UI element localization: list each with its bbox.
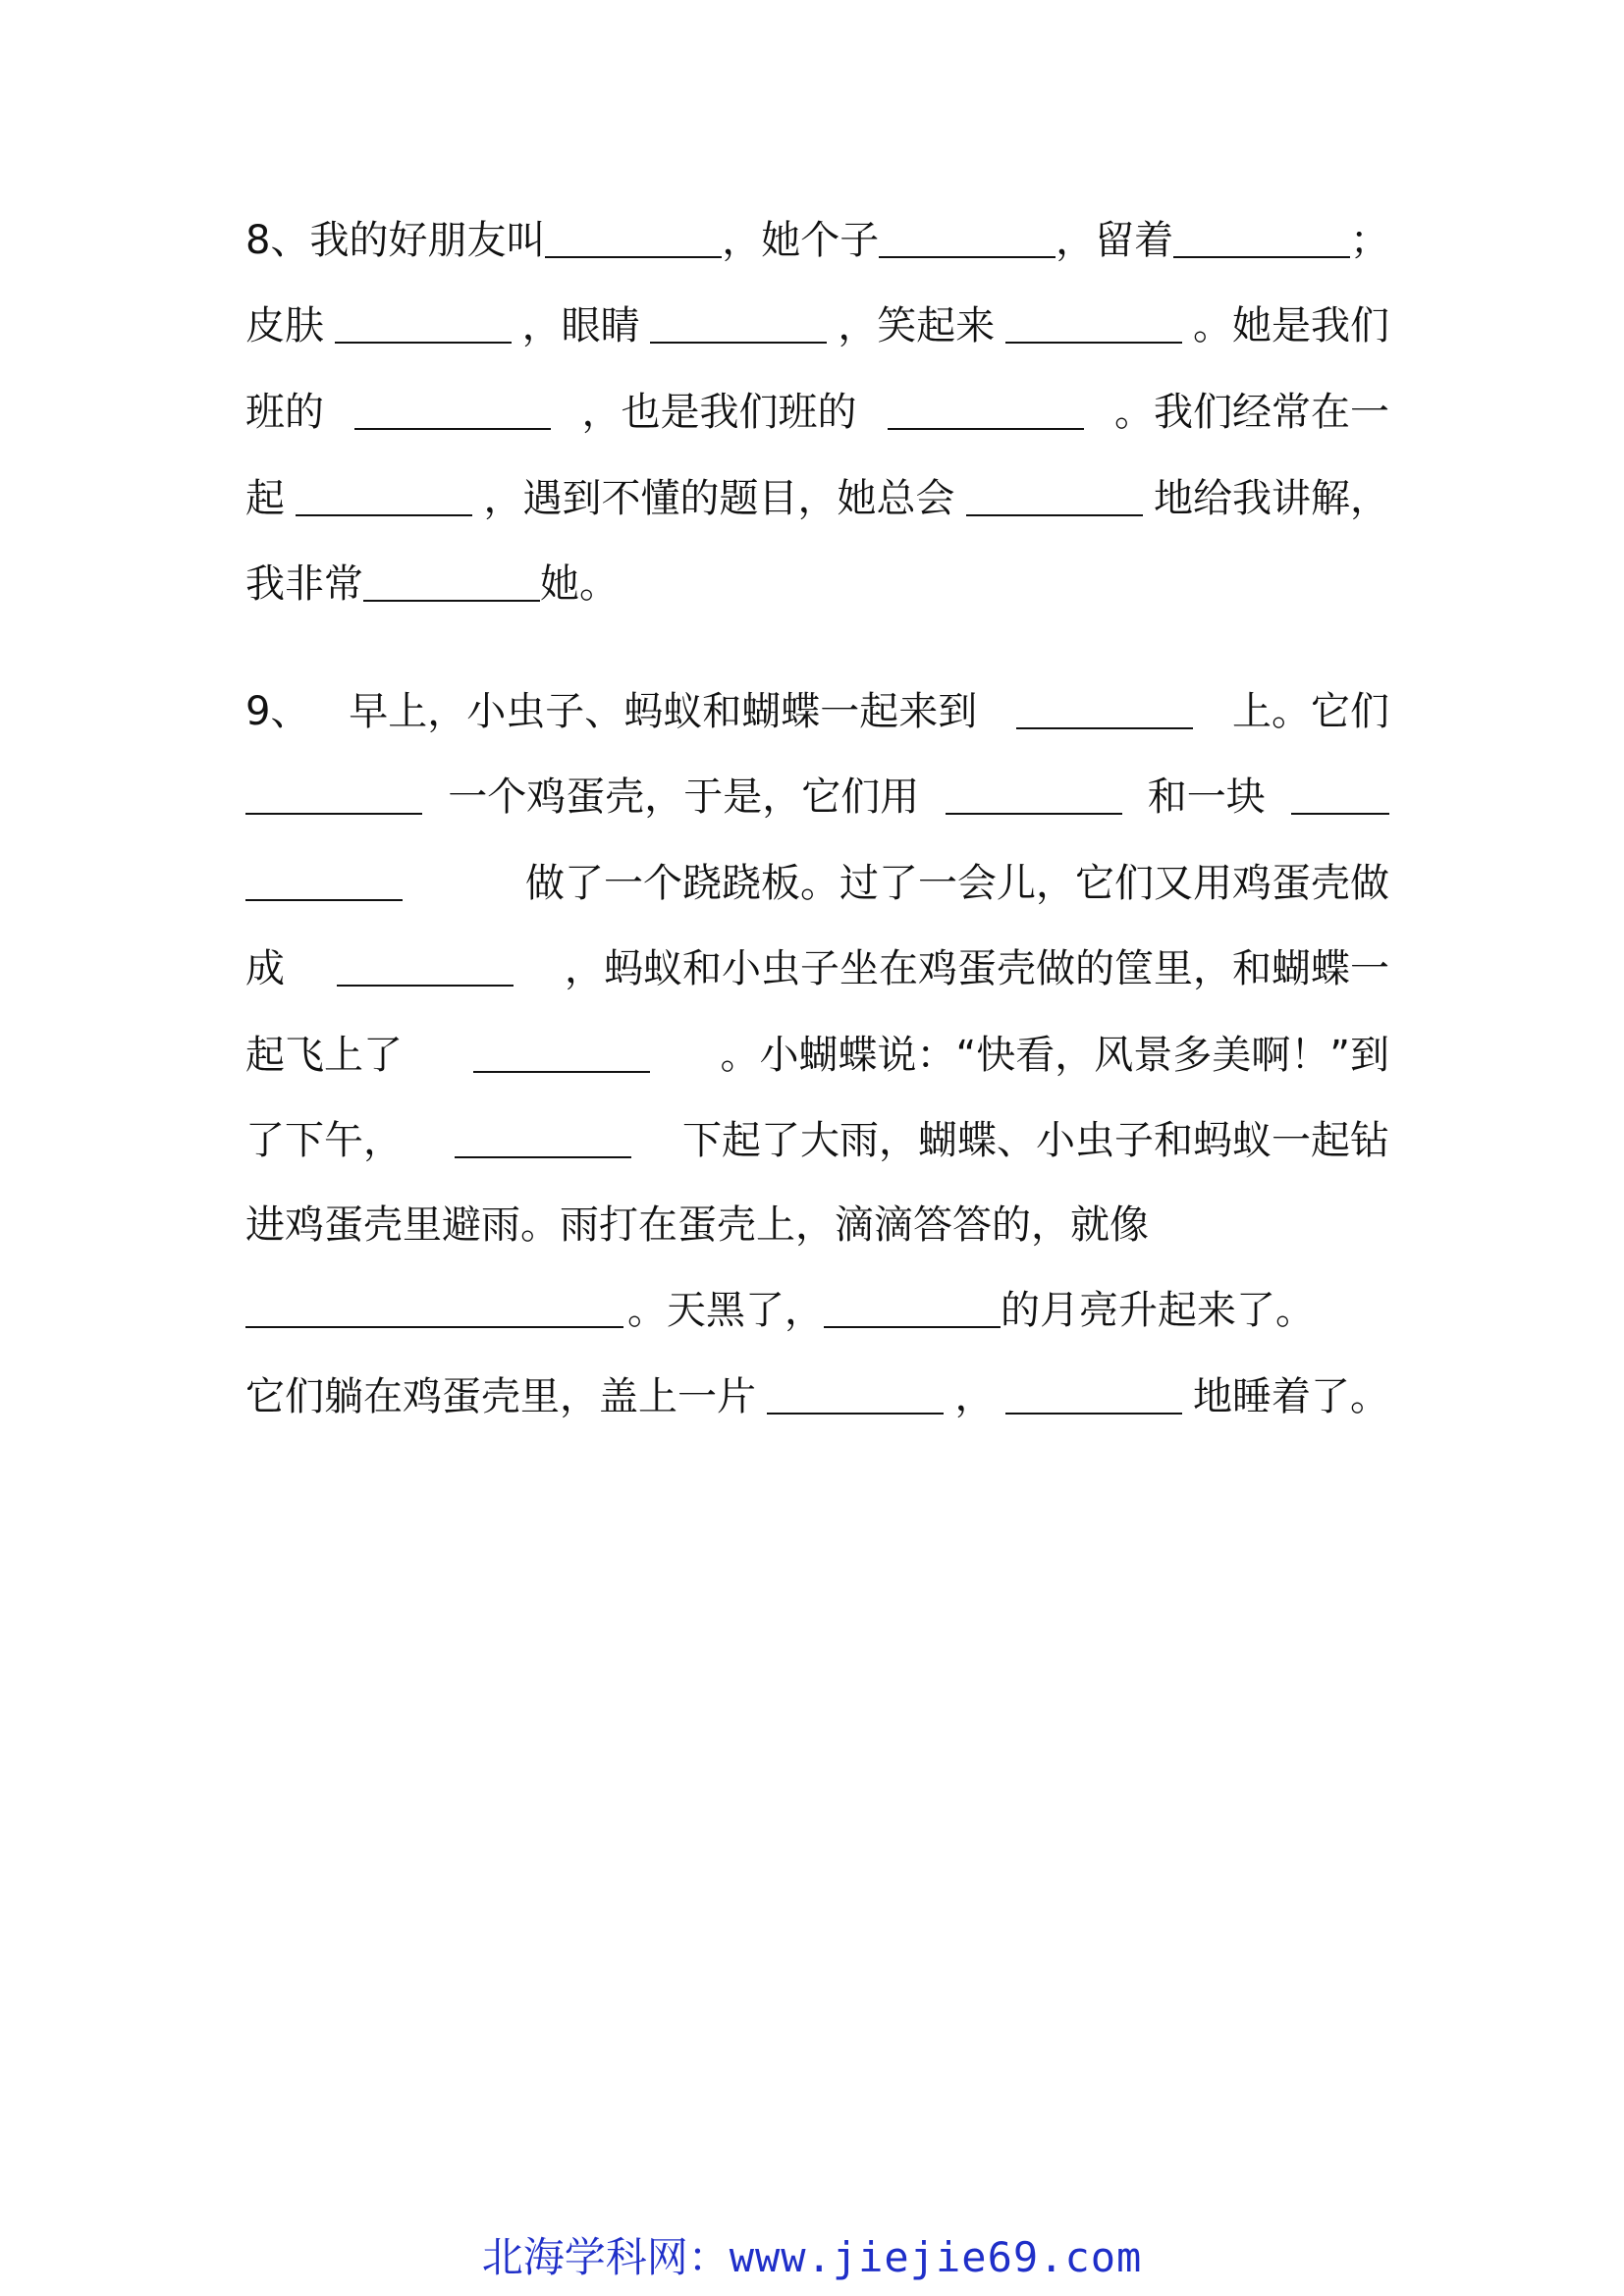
q8-line-4 <box>245 469 1389 528</box>
text-segment: 了下午， <box>245 1118 403 1163</box>
fill-blank[interactable] <box>824 1326 1001 1328</box>
text-segment: ， <box>954 1374 995 1419</box>
footer-site-name: 北海学科网： <box>481 2233 730 2281</box>
text-segment: ，蚂蚁和小虫子坐在鸡蛋壳做的筐里，和蝴蝶一 <box>565 946 1389 991</box>
fill-blank[interactable] <box>363 600 540 602</box>
text-segment: 起 <box>245 476 285 521</box>
q9-line-9 <box>245 1367 1389 1426</box>
text-segment: 9、 <box>245 689 310 734</box>
fill-blank[interactable] <box>296 514 472 516</box>
text-segment: 成 <box>245 946 285 991</box>
text-segment: 地睡着了。 <box>1193 1374 1389 1419</box>
fill-blank[interactable] <box>545 256 722 258</box>
text-segment: 我非常 <box>245 561 363 607</box>
q9-line-2 <box>245 768 1389 827</box>
fill-blank[interactable] <box>767 1413 944 1415</box>
text-segment: ，也是我们班的 <box>581 390 857 435</box>
text-segment: 地给我讲解， <box>1154 476 1389 521</box>
fill-blank[interactable] <box>1005 1413 1182 1415</box>
q8-line-2 <box>245 296 1389 355</box>
q8-line-3 <box>245 383 1389 442</box>
fill-blank[interactable] <box>335 342 512 344</box>
fill-blank[interactable] <box>245 899 403 901</box>
text-segment: ； <box>1349 218 1389 263</box>
fill-blank[interactable] <box>946 813 1122 815</box>
q9-line-4 <box>245 939 1389 998</box>
q8-line-1 <box>245 211 1389 270</box>
fill-blank[interactable] <box>650 342 827 344</box>
text-segment: 。小蝴蝶说：“快看，风景多美啊！”到 <box>720 1033 1389 1078</box>
fill-blank[interactable] <box>455 1156 631 1158</box>
q8-line-5 <box>245 555 1389 614</box>
footer-url[interactable]: www.jiejie69.com <box>729 2233 1143 2281</box>
q9-line-3 <box>245 854 1389 913</box>
fill-blank[interactable] <box>245 813 422 815</box>
text-segment: 起飞上了 <box>245 1033 403 1078</box>
fill-blank[interactable] <box>888 428 1084 430</box>
q9-line-1 <box>245 682 1389 741</box>
text-segment: ，留着 <box>1056 218 1174 263</box>
fill-blank[interactable] <box>245 1326 623 1328</box>
text-segment: 和一块 <box>1147 774 1266 820</box>
fill-blank[interactable] <box>337 985 514 987</box>
q9-line-6 <box>245 1111 1389 1170</box>
fill-blank[interactable] <box>1016 727 1193 729</box>
text-segment: 皮肤 <box>245 303 324 348</box>
fill-blank[interactable] <box>1173 256 1350 258</box>
fill-blank[interactable] <box>1005 342 1182 344</box>
text-segment: 。她是我们 <box>1192 303 1389 348</box>
text-segment: 8、我的好朋友叫 <box>245 218 546 263</box>
text-segment: 做了一个跷跷板。过了一会儿，它们又用鸡蛋壳做 <box>525 861 1389 906</box>
text-segment: 进鸡蛋壳里避雨。雨打在蛋壳上，滴滴答答的，就像 <box>245 1202 1149 1248</box>
text-segment: 。我们经常在一 <box>1114 390 1389 435</box>
q9-line-8 <box>245 1281 1389 1340</box>
text-segment: ，眼睛 <box>521 303 640 348</box>
fill-blank[interactable] <box>473 1071 650 1073</box>
text-segment: 上。它们 <box>1231 689 1389 734</box>
fill-blank[interactable] <box>354 428 551 430</box>
text-segment: 的月亮升起来了。 <box>1001 1288 1315 1333</box>
text-segment: 下起了大雨，蝴蝶、小虫子和蚂蚁一起钻 <box>682 1118 1389 1163</box>
text-segment: ，笑起来 <box>838 303 996 348</box>
text-segment: 一个鸡蛋壳，于是，它们用 <box>448 774 920 820</box>
q9-line-7 <box>245 1196 1389 1255</box>
text-segment: 她。 <box>540 561 619 607</box>
q9-line-5 <box>245 1026 1389 1085</box>
fill-blank[interactable] <box>1291 813 1389 815</box>
text-segment: ，遇到不懂的题目，她总会 <box>483 476 955 521</box>
footer-watermark <box>0 2228 1624 2287</box>
text-segment: 班的 <box>245 390 324 435</box>
fill-blank[interactable] <box>966 514 1143 516</box>
text-segment: ，她个子 <box>722 218 880 263</box>
text-segment: 它们躺在鸡蛋壳里，盖上一片 <box>245 1374 756 1419</box>
text-segment: 。天黑了， <box>627 1288 824 1333</box>
fill-blank[interactable] <box>879 256 1056 258</box>
text-segment: 早上，小虫子、蚂蚁和蝴蝶一起来到 <box>349 689 978 734</box>
